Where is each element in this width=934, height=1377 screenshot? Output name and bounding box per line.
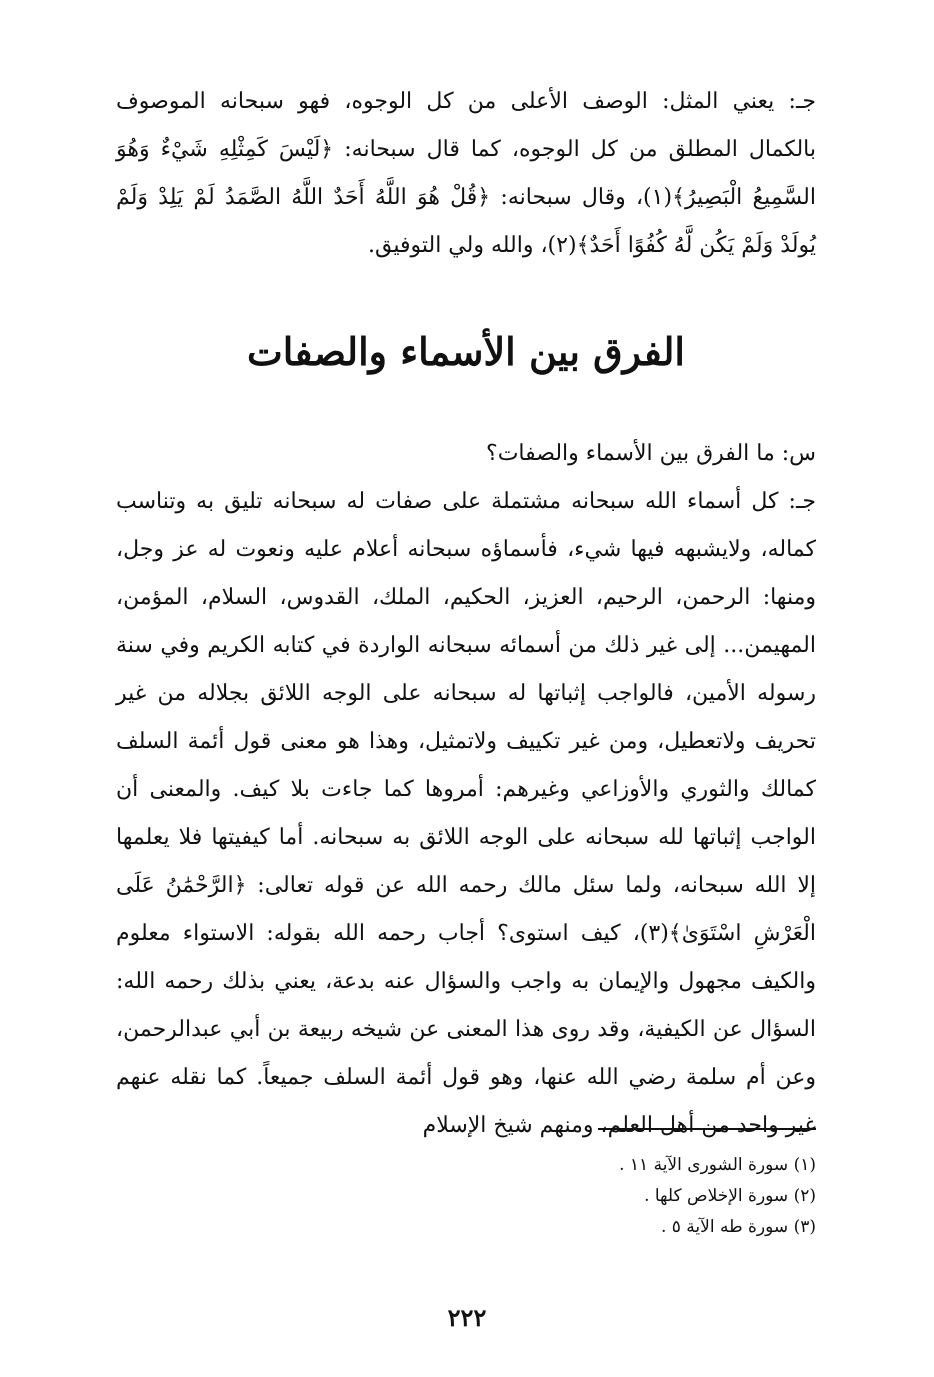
footnote-1: (١) سورة الشورى الآية ١١ . [619, 1155, 816, 1175]
question-line: س: ما الفرق بين الأسماء والصفات؟ [486, 441, 816, 466]
answer-intro-paragraph: جـ: يعني المثل: الوصف الأعلى من كل الوجوه، فهو سبحانه الموصوف بالكمال المطلق من كل الوجوه، كما قال سبحانه: ﴿لَيْسَ كَمِثْلِهِ شَيْءٌ وَهُوَ السَّمِيعُ الْبَصِيرُ﴾(١)، وقال سبحانه: ﴿قُلْ هُوَ اللَّهُ أَحَدٌ اللَّهُ الصَّمَدُ لَمْ يَلِدْ وَلَمْ يُولَدْ وَلَمْ يَكُن لَّهُ كُفُوًا أَحَدٌ﴾(٢)، والله ولي التوفيق. [116, 89, 816, 258]
answer-main-paragraph: جـ: كل أسماء الله سبحانه مشتملة على صفات له سبحانه تليق به وتناسب كماله، ولايشبهه فيها شيء، فأسماؤه سبحانه أعلام عليه ونعوت له عز وجل، ومنها: الرحمن، الرحيم، العزيز، الحكيم، الملك، القدوس، السلام، المؤمن، المهيمن... إلى غير ذلك من أسمائه سبحانه الواردة في كتابه الكريم وفي سنة رسوله الأمين، فالواجب إثباتها له سبحانه على الوجه اللائق بجلاله من غير تحريف ولاتعطيل، ومن غير تكييف ولاتمثيل، وهذا هو معنى قول أئمة السلف كمالك والثوري والأوزاعي وغيرهم: أمروها كما جاءت بلا كيف. والمعنى أن الواجب إثباتها لله سبحانه على الوجه اللائق به سبحانه. أما كيفيتها فلا يعلمها إلا الله سبحانه، ولما سئل مالك رحمه الله عن قوله تعالى: ﴿الرَّحْمَٰنُ عَلَى الْعَرْشِ اسْتَوَىٰ﴾(٣)، كيف استوى؟ أجاب رحمه الله بقوله: الاستواء معلوم والكيف مجهول والإيمان به واجب والسؤال عنه بدعة، يعني بذلك رحمه الله: السؤال عن الكيفية، وقد روى هذا المعنى عن شيخه ربيعة بن أبي عبدالرحمن، وعن أم سلمة رضي الله عنها، وهو قول أئمة السلف جميعاً. كما نقله عنهم غير واحد من أهل العلم، ومنهم شيخ الإسلام [116, 489, 816, 1138]
section-heading: الفرق بين الأسماء والصفات [247, 329, 685, 374]
page-body [116, 78, 816, 1150]
page-number: ٢٢٢ [447, 1303, 487, 1332]
footnote-2: (٢) سورة الإخلاص كلها . [644, 1186, 816, 1206]
footnote-3: (٣) سورة طه الآية ٥ . [660, 1217, 816, 1237]
footnote-divider [598, 1128, 816, 1130]
footnotes [416, 1150, 816, 1243]
